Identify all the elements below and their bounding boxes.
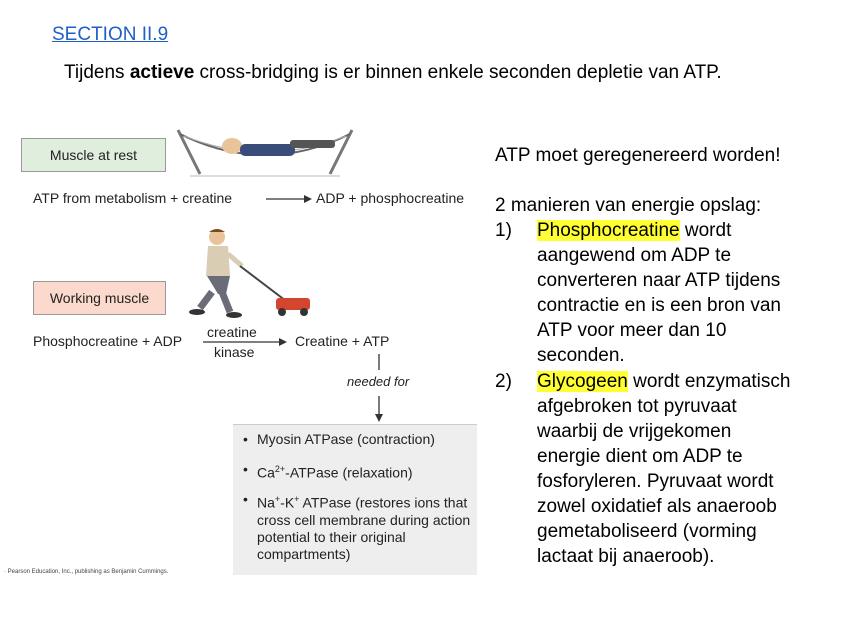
atp-use-item: • Myosin ATPase (contraction)	[243, 431, 435, 447]
lawnmower-illustration	[178, 228, 318, 320]
item1-line: aangewend om ADP te	[537, 245, 732, 266]
item1-line: Phosphocreatine wordt	[537, 220, 732, 241]
needed-for-label: needed for	[347, 374, 410, 389]
regenerate-statement: ATP moet geregenereerd worden!	[495, 145, 781, 166]
working-muscle-label: Working muscle	[33, 281, 166, 315]
atp-uses-box	[233, 424, 477, 575]
phosphocreatine-highlight: Phosphocreatine	[537, 220, 680, 241]
intro-pre: Tijdens	[64, 62, 130, 83]
item1-line: ATP voor meer dan 10	[537, 320, 727, 341]
rest-reaction-left: ATP from metabolism + creatine	[33, 190, 233, 206]
hammock-illustration	[170, 124, 360, 180]
needed-for-arrow	[373, 354, 385, 424]
item2-line: waarbij de vrijgekomen	[537, 421, 732, 442]
item-number: 1)	[495, 220, 512, 241]
item2-line: zowel oxidatief als anaeroob	[537, 496, 777, 517]
work-reaction-left: Phosphocreatine + ADP	[33, 333, 183, 349]
copyright-credit: · Pearson Education, Inc., publishing as Benjamin Cummings.	[4, 569, 169, 575]
rest-reaction-right: ADP + phosphocreatine	[316, 190, 465, 206]
intro-sentence	[64, 62, 722, 84]
item2-line: fosforyleren. Pyruvaat wordt	[537, 471, 774, 492]
glycogeen-highlight: Glycogeen	[537, 371, 628, 392]
item1-line: converteren naar ATP tijdens	[537, 270, 781, 291]
item2-line: afgebroken tot pyruvaat	[537, 396, 737, 417]
item2-line: gemetaboliseerd (vorming	[537, 521, 757, 542]
muscle-at-rest-label: Muscle at rest	[21, 138, 166, 172]
section-link[interactable]: SECTION II.9	[52, 24, 169, 45]
storage-heading: 2 manieren van energie opslag:	[495, 195, 762, 216]
item2-line: lactaat bij anaeroob).	[537, 546, 715, 567]
item1-line: seconden.	[537, 345, 625, 366]
intro-post: cross-bridging is er binnen enkele seconden depletie van ATP.	[194, 62, 722, 83]
item2-line: energie dient om ADP te	[537, 446, 743, 467]
work-reaction-right: Creatine + ATP	[295, 333, 390, 349]
intro-bold: actieve	[129, 62, 195, 83]
atp-use-item: • $Ca^{2+}$-ATPase (relaxation)	[243, 461, 413, 481]
item1-line: contractie en is een bron van	[537, 295, 781, 316]
enzyme-kinase-label: kinase	[214, 344, 255, 360]
rest-reaction-arrow	[266, 193, 312, 205]
atp-use-item: • Na+-K+ ATPase (restores ions that cross cell membrane during action potential to their original compartments)	[243, 491, 471, 562]
item2-line: Glycogeen wordt enzymatisch	[537, 371, 791, 392]
item-number: 2)	[495, 371, 512, 392]
enzyme-creatine-label: creatine	[207, 324, 257, 340]
